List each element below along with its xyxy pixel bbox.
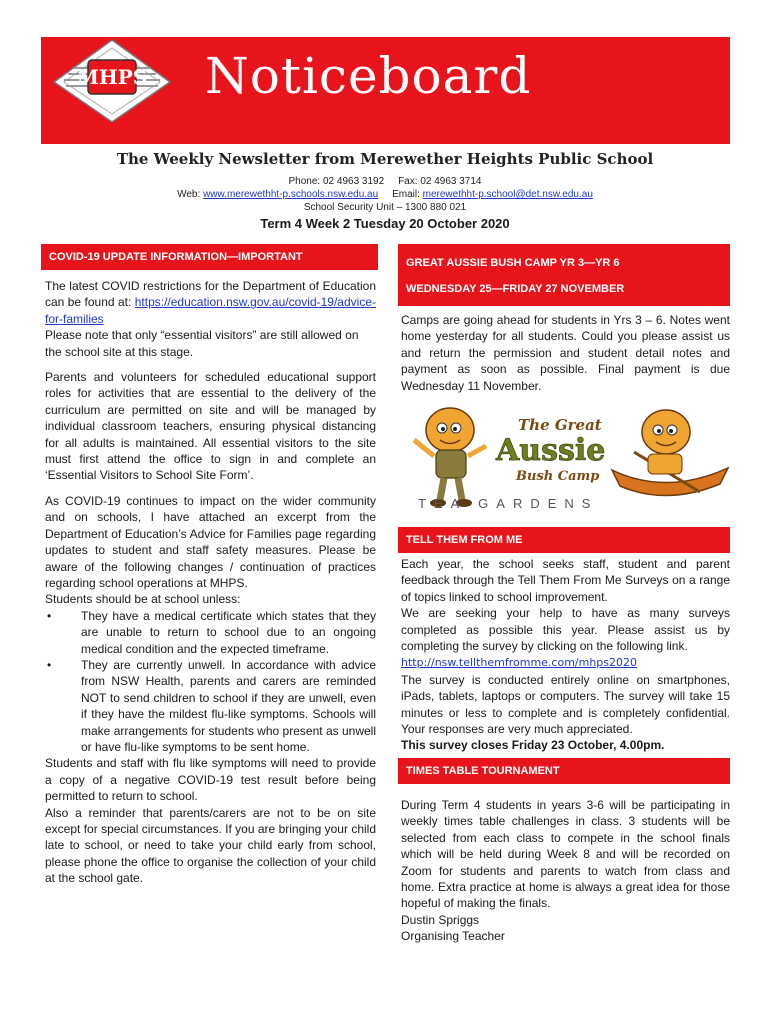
fax-number: 02 4963 3714: [420, 176, 482, 187]
web-link[interactable]: www.merewethht-p.schools.nsw.edu.au: [203, 189, 379, 200]
tell-them-intro: Each year, the school seeks staff, student and parent feedback through the Tell Them From Me Surveys on a range of topics linked to school improvement.: [401, 557, 730, 604]
teacher-name: Dustin Spriggs: [401, 912, 480, 927]
web-label: Web:: [177, 189, 201, 200]
hiker-character-icon: [414, 408, 486, 507]
camp-section: [401, 312, 730, 394]
tell-them-details: The survey is conducted entirely online on smartphones, iPads, tablets, laptops or computers. The survey will take 15 minutes or less to complete and is completely confidential. Your responses are very much appreciated.: [401, 672, 730, 737]
camp-logo-line3: Bush Camp: [516, 469, 600, 484]
list-item: • They have a medical certificate which states that they are unable to return to school due to an ongoing medical condition and the expected timeframe.: [47, 608, 376, 656]
camp-title: GREAT AUSSIE BUSH CAMP YR 3—YR 6: [406, 257, 620, 269]
covid-intro-text: The latest COVID restrictions for the Department of Education can be found at:: [45, 279, 376, 310]
covid-section: [45, 278, 376, 887]
email-link[interactable]: merewethht-p.school@det.nsw.edu.au: [422, 189, 593, 200]
covid-advice-link[interactable]: https://education.nsw.gov.au/covid-19/advice-for-families: [45, 295, 376, 326]
camp-dates: WEDNESDAY 25—FRIDAY 27 NOVEMBER: [406, 283, 625, 295]
fax-label: Fax:: [398, 176, 418, 187]
times-table-section: [401, 797, 730, 945]
flu-symptoms-paragraph: Students and staff with flu like symptoms will need to provide a copy of a negative COVID-19 test result before being permitted to return to school.: [45, 756, 376, 804]
phone-label: Phone:: [288, 176, 321, 187]
camp-logo-line1: The Great: [518, 416, 602, 434]
camp-location: TEA GARDENS: [418, 496, 599, 511]
canoe-character-icon: [612, 410, 728, 496]
times-table-heading: TIMES TABLE TOURNAMENT: [398, 758, 730, 784]
web-email-line: [0, 189, 770, 200]
tell-them-section: [401, 556, 730, 754]
bullet-icon: •: [47, 657, 52, 672]
phone-number: 02 4963 3192: [323, 176, 385, 187]
term-date: Term 4 Week 2 Tuesday 20 October 2020: [260, 216, 510, 231]
security-line: School Security Unit – 1300 880 021: [303, 202, 467, 213]
camp-logo-line2: Aussie: [496, 433, 606, 468]
email-label: Email:: [392, 189, 420, 200]
site-visit-reminder: Also a reminder that parents/carers are not to be on site except for special circumstances. If you are bringing your child late to school, or need to take your child early from school, please phone the office to organise the collection of your child at the school gate.: [45, 805, 376, 886]
essential-visitors-note: Please note that only “essential visitors” are still allowed on the school site at this stage.: [45, 328, 359, 359]
list-item: • They are currently unwell. In accordance with advice from NSW Health, parents and carers are reminded NOT to send children to school if they are unwell, even if they have the mildest flu-like symptoms. Schools will make arrangements for students who present as unwell or have flu-like symptoms to be sent home.: [47, 657, 376, 754]
camp-heading: [398, 244, 730, 306]
phone-fax-line: [0, 176, 770, 187]
tell-them-request: We are seeking your help to have as many surveys completed as possible this year. Please assist us by completing the survey by clicking on the following link.: [401, 606, 730, 654]
stay-home-list: [45, 608, 376, 756]
survey-link[interactable]: http://nsw.tellthemfromme.com/mhps2020: [401, 656, 638, 670]
stay-home-intro: Students should be at school unless:: [45, 592, 241, 607]
survey-closing-date: This survey closes Friday 23 October, 4.00pm.: [401, 738, 665, 753]
camp-body: Camps are going ahead for students in Yrs 3 – 6. Notes went home yesterday for all students. Could you please assist us and return the permission and student detail notes and payment as soon as possible. Final payment is due Wednesday 11 November.: [401, 313, 730, 393]
newsletter-subtitle: The Weekly Newsletter from Merewether Heights Public School: [116, 150, 654, 168]
page-title: Noticeboard: [205, 47, 532, 105]
bullet-icon: •: [47, 608, 52, 623]
tell-them-heading: TELL THEM FROM ME: [398, 527, 730, 553]
covid-heading: COVID-19 UPDATE INFORMATION—IMPORTANT: [41, 244, 378, 270]
teacher-role: Organising Teacher: [401, 929, 505, 944]
covid-impact-paragraph: As COVID-19 continues to impact on the wider community and on schools, I have attached an excerpt from the Department of Education’s Advice for Families page regarding updates to student and staff safety measures. Please be aware of the following changes / continuation of practices regarding school operations at MHPS.: [45, 493, 376, 590]
school-logo: [52, 38, 172, 124]
covid-intro: [45, 278, 376, 327]
logo-monogram: MHPS: [76, 65, 148, 89]
times-table-body: During Term 4 students in years 3-6 will be participating in weekly times table challenges in class. 3 students will be selected from each class to compete in the school finals which will be held during Week 8 and will be recorded on Zoom for students and parents to watch from class and home. Extra practice at home is always a great idea for those hopeful of making the finals.: [401, 798, 730, 911]
volunteers-paragraph: Parents and volunteers for scheduled educational support roles for activities that are essential to the delivery of the curriculum are permitted on site and will be managed by individual classroom teachers, ensuring physical distancing for all adults is maintained. All essential visitors to the site must first attend the office to sign in and complete an ‘Essential Visitors to School Site Form’.: [45, 370, 376, 483]
